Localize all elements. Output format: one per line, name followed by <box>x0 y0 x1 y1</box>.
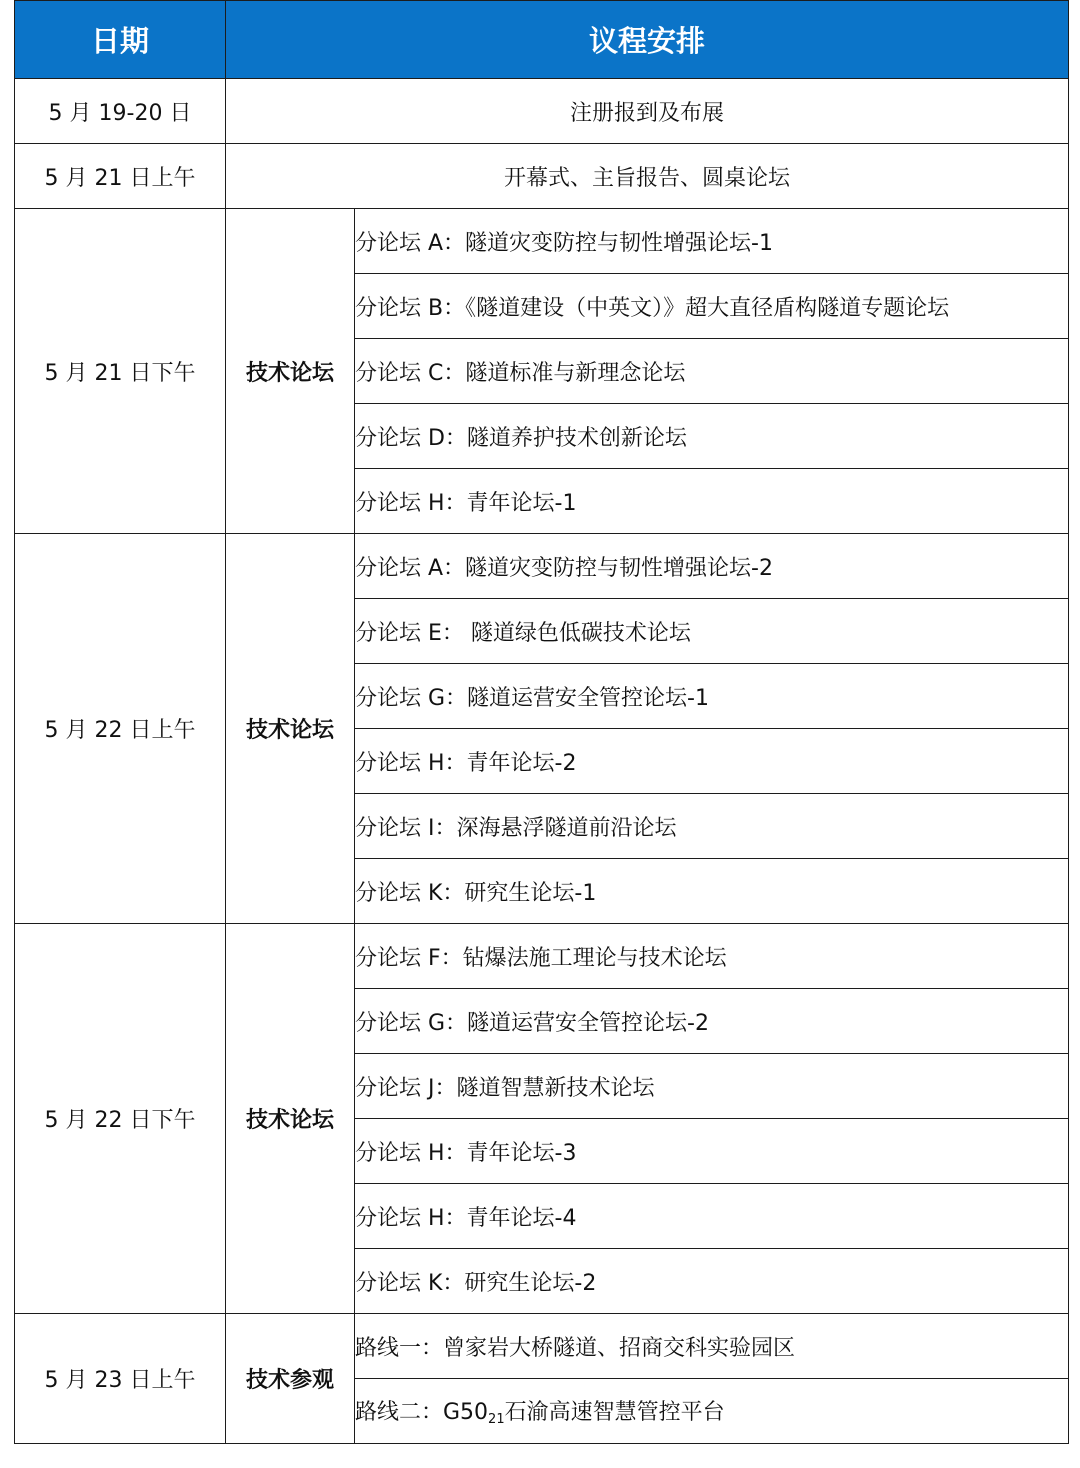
date-cell: 5 月 21 日上午 <box>15 144 226 209</box>
forum-item: 分论坛 G：隧道运营安全管控论坛-1 <box>355 664 1069 729</box>
agenda-cell: 注册报到及布展 <box>226 79 1069 144</box>
forum-item: 分论坛 H：青年论坛-4 <box>355 1184 1069 1249</box>
date-cell: 5 月 22 日上午 <box>15 534 226 924</box>
session-type-cell: 技术论坛 <box>226 209 355 534</box>
forum-item: 分论坛 A：隧道灾变防控与韧性增强论坛-1 <box>355 209 1069 274</box>
table-row <box>15 144 1069 209</box>
table-row <box>15 79 1069 144</box>
date-cell: 5 月 21 日下午 <box>15 209 226 534</box>
forum-item: 分论坛 D：隧道养护技术创新论坛 <box>355 404 1069 469</box>
forum-item: 分论坛 B：《隧道建设（中英文）》超大直径盾构隧道专题论坛 <box>355 274 1069 339</box>
forum-item: 分论坛 A：隧道灾变防控与韧性增强论坛-2 <box>355 534 1069 599</box>
agenda-table <box>14 0 1069 1444</box>
session-type-cell: 技术论坛 <box>226 534 355 924</box>
route-prefix: 路线二：G50 <box>355 1400 489 1425</box>
table-row <box>15 534 1069 599</box>
header-row <box>15 1 1069 79</box>
session-type-cell: 技术参观 <box>226 1314 355 1444</box>
forum-item: 分论坛 K：研究生论坛-1 <box>355 859 1069 924</box>
forum-item: 分论坛 F：钻爆法施工理论与技术论坛 <box>355 924 1069 989</box>
forum-item: 分论坛 G：隧道运营安全管控论坛-2 <box>355 989 1069 1054</box>
table-row <box>15 209 1069 274</box>
forum-item: 分论坛 I：深海悬浮隧道前沿论坛 <box>355 794 1069 859</box>
table-row <box>15 924 1069 989</box>
forum-item: 分论坛 H：青年论坛-1 <box>355 469 1069 534</box>
table-row <box>15 1314 1069 1379</box>
route-subscript: 21 <box>488 1412 505 1427</box>
date-cell: 5 月 22 日下午 <box>15 924 226 1314</box>
forum-item: 分论坛 K：研究生论坛-2 <box>355 1249 1069 1314</box>
agenda-column-header: 议程安排 <box>226 1 1069 79</box>
route-item <box>355 1379 1069 1444</box>
forum-item: 分论坛 H：青年论坛-3 <box>355 1119 1069 1184</box>
forum-item: 分论坛 J：隧道智慧新技术论坛 <box>355 1054 1069 1119</box>
forum-item: 分论坛 H：青年论坛-2 <box>355 729 1069 794</box>
route-item: 路线一：曾家岩大桥隧道、招商交科实验园区 <box>355 1314 1069 1379</box>
agenda-cell: 开幕式、主旨报告、圆桌论坛 <box>226 144 1069 209</box>
route-suffix: 石渝高速智慧管控平台 <box>504 1400 725 1425</box>
date-cell: 5 月 19-20 日 <box>15 79 226 144</box>
forum-item: 分论坛 E： 隧道绿色低碳技术论坛 <box>355 599 1069 664</box>
date-cell: 5 月 23 日上午 <box>15 1314 226 1444</box>
date-column-header: 日期 <box>15 1 226 79</box>
forum-item: 分论坛 C：隧道标准与新理念论坛 <box>355 339 1069 404</box>
session-type-cell: 技术论坛 <box>226 924 355 1314</box>
